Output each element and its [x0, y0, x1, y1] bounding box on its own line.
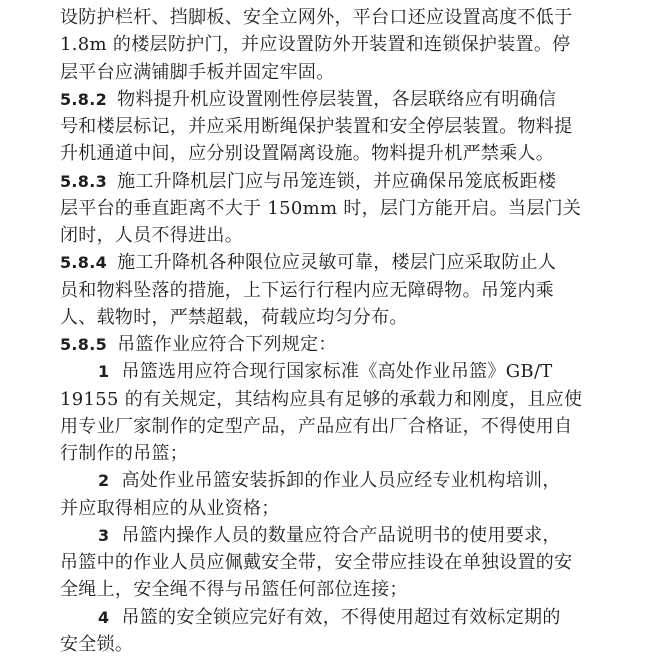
item-text: 高处作业吊篮安装拆卸的作业人员应经专业机构培训，	[121, 470, 561, 492]
item-text: 吊篮内操作人员的数量应符合产品说明书的使用要求，	[121, 524, 561, 546]
item-text: 吊篮选用应符合现行国家标准《高处作业吊篮》GB/T	[121, 361, 553, 383]
list-item-3	[98, 522, 561, 549]
clause-text: 施工升降机层门应与吊笼连锁，并应确保吊笼底板距楼	[117, 170, 557, 192]
clause-5-8-2-line-3: 升机通道中间，应分别设置隔离设施。物料提升机严禁乘人。	[60, 143, 555, 165]
item-text: 吊篮的安全锁应完好有效，不得使用超过有效标定期的	[121, 606, 561, 628]
clause-5-8-5	[60, 331, 337, 358]
clause-5-8-3-line-2: 层平台的垂直距离不大于 150mm 时，层门方能开启。当层门关	[60, 197, 582, 219]
list-item-2-line-2: 并应取得相应的从业资格；	[60, 497, 280, 519]
clause-text: 吊篮作业应符合下列规定：	[117, 334, 337, 355]
intro-line-3: 层平台应满铺脚手板并固定牢固。	[60, 61, 335, 83]
list-item-1-line-4: 行制作的吊篮；	[60, 443, 189, 464]
list-item-4-line-2: 安全锁。	[60, 633, 134, 655]
clause-5-8-3	[60, 168, 556, 195]
clause-5-8-3-line-3: 闭时，人员不得进出。	[60, 225, 243, 246]
clause-text: 施工升降机各种限位应灵敏可靠，楼层门应采取防止人	[117, 252, 557, 274]
list-item-1-line-2: 19155 的有关规定，其结构应具有足够的承载力和刚度，且应使	[60, 388, 583, 410]
list-item-3-line-2: 吊篮中的作业人员应佩戴安全带，安全带应挂设在单独设置的安	[60, 552, 573, 573]
item-number: 2	[98, 471, 110, 491]
list-item-3-line-3: 全绳上，安全绳不得与吊篮任何部位连接；	[60, 579, 408, 601]
item-number: 3	[98, 525, 110, 545]
intro-line-2: 1.8m 的楼层防护门，并应设置防外开装置和连锁保护装置。停	[60, 34, 571, 56]
intro-line-1: 设防护栏杆、挡脚板、安全立网外，平台口还应设置高度不低于	[60, 7, 573, 28]
list-item-2	[98, 467, 561, 494]
clause-5-8-4	[60, 249, 556, 276]
clause-text: 物料提升机应设置刚性停层装置，各层联络应有明确信	[117, 88, 557, 110]
list-item-1-line-3: 用专业厂家制作的定型产品，产品应有出厂合格证，不得使用自	[60, 415, 573, 437]
clause-5-8-2	[60, 86, 556, 113]
item-number: 1	[98, 362, 110, 382]
list-item-4	[98, 604, 561, 631]
clause-number: 5.8.3	[60, 171, 108, 191]
clause-5-8-4-line-3: 人、载物时，严禁超载，荷载应均匀分布。	[60, 306, 408, 328]
list-item-1	[98, 358, 553, 385]
clause-number: 5.8.5	[60, 335, 108, 354]
clause-5-8-4-line-2: 员和物料坠落的措施，上下运行行程内应无障碍物。吊笼内乘	[60, 279, 555, 301]
clause-5-8-2-line-2: 号和楼层标记，并应采用断绳保护装置和安全停层装置。物料提	[60, 116, 573, 137]
clause-number: 5.8.4	[60, 253, 108, 273]
clause-number: 5.8.2	[60, 89, 108, 109]
item-number: 4	[98, 607, 110, 627]
